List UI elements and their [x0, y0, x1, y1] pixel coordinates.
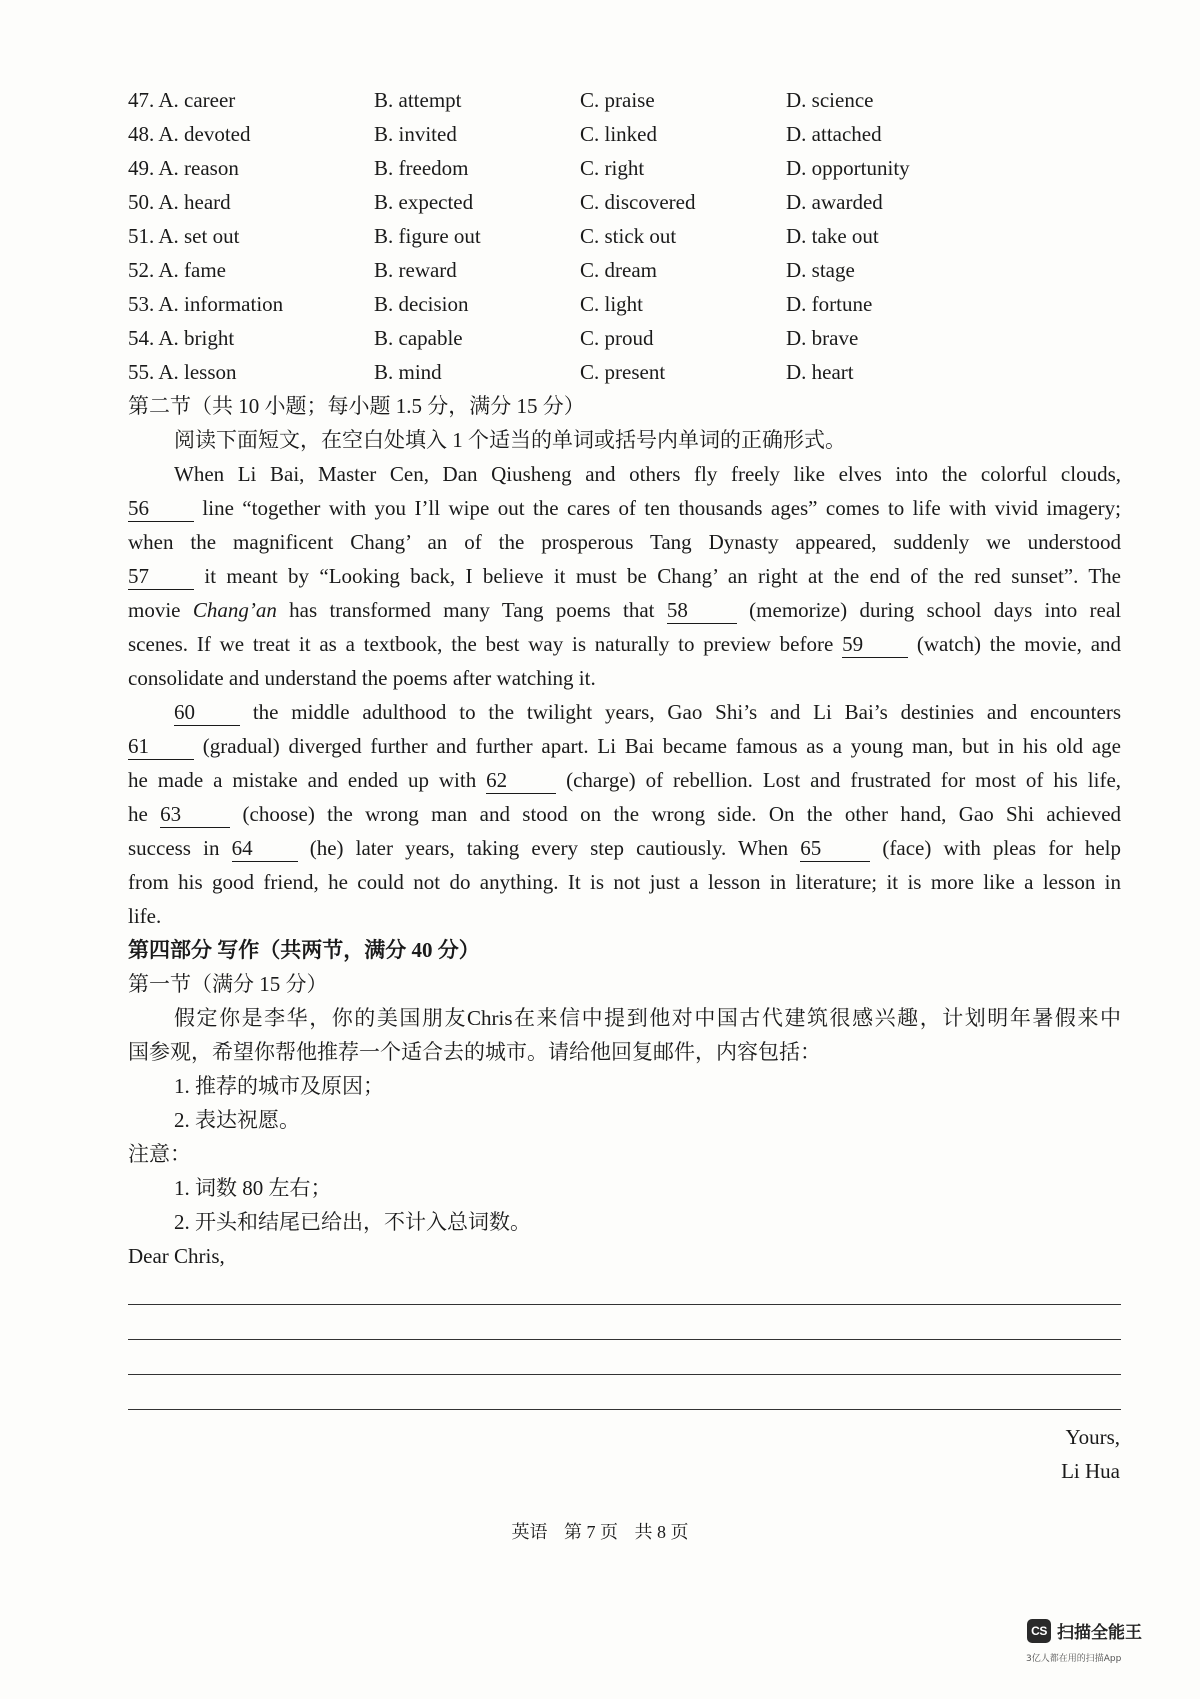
- option-b: B. invited: [374, 122, 457, 146]
- passage-line: from his good friend, he could not do anything. It is not just a lesson in literature; it is more like a lesson in: [128, 870, 1121, 894]
- blank-60[interactable]: 60: [174, 699, 240, 726]
- passage-line: scenes. If we treat it as a textbook, the best way is naturally to preview before 59 (watch) the movie, and: [128, 632, 1122, 656]
- writing-prompt: 国参观，希望你帮他推荐一个适合去的城市。请给他回复邮件，内容包括：: [128, 1040, 821, 1064]
- option-b: B. capable: [374, 326, 463, 350]
- passage-line: success in 64 (he) later years, taking every step cautiously. When 65 (face) with pleas for help: [128, 836, 1121, 860]
- option-a: 54. A. bright: [128, 326, 235, 350]
- option-d: D. take out: [786, 224, 879, 248]
- option-d: D. stage: [786, 258, 855, 282]
- option-c: C. proud: [580, 326, 654, 350]
- passage-line: 56 line “together with you I’ll wipe out the cares of ten thousands ages” comes to life with vivid imagery;: [128, 496, 1122, 520]
- option-row-51: [0, 219, 1200, 253]
- blank-56[interactable]: 56: [128, 495, 194, 522]
- option-b: B. decision: [374, 292, 469, 316]
- note-item: 1. 词数 80 左右；: [174, 1176, 332, 1200]
- option-row-50: [0, 185, 1200, 219]
- passage-line: 60 the middle adulthood to the twilight years, Gao Shi’s and Li Bai’s destinies and encounters: [174, 700, 1122, 724]
- blank-65[interactable]: 65: [800, 835, 870, 862]
- option-c: C. praise: [580, 88, 655, 112]
- footer-subject: 英语: [511, 1522, 548, 1542]
- option-c: C. stick out: [580, 224, 677, 248]
- letter-signature: Li Hua: [1061, 1459, 1120, 1483]
- option-row-55: [0, 355, 1200, 389]
- passage-line: when the magnificent Chang’ an of the prosperous Tang Dynasty appeared, suddenly we understood: [128, 530, 1121, 554]
- watermark-tagline: 3亿人都在用的扫描App: [1026, 1654, 1122, 1664]
- passage-line: 61 (gradual) diverged further and further apart. Li Bai became famous as a young man, but in his old age: [128, 734, 1121, 758]
- option-c: C. present: [580, 360, 666, 384]
- writing-prompt: 假定你是李华，你的美国朋友Chris在来信中提到他对中国古代建筑很感兴趣，计划明年暑假来中: [174, 1006, 1121, 1030]
- option-a: 53. A. information: [128, 292, 284, 316]
- option-row-54: [0, 321, 1200, 355]
- letter-greeting: Dear Chris,: [128, 1244, 225, 1268]
- option-a: 52. A. fame: [128, 258, 226, 282]
- passage-line: consolidate and understand the poems after watching it.: [128, 666, 596, 690]
- option-row-53: [0, 287, 1200, 321]
- page-footer: [0, 1518, 1200, 1544]
- writing-line[interactable]: [128, 1339, 1121, 1340]
- option-b: B. freedom: [374, 156, 469, 180]
- option-d: D. brave: [786, 326, 859, 350]
- writing-line[interactable]: [128, 1374, 1121, 1375]
- option-c: C. dream: [580, 258, 657, 282]
- footer-total: 共 8 页: [634, 1522, 689, 1542]
- watermark-name: 扫描全能王: [1057, 1623, 1142, 1643]
- option-b: B. attempt: [374, 88, 462, 112]
- letter-closing: Yours,: [1065, 1425, 1120, 1449]
- blank-57[interactable]: 57: [128, 563, 194, 590]
- blank-64[interactable]: 64: [232, 835, 298, 862]
- option-row-48: [0, 117, 1200, 151]
- option-a: 50. A. heard: [128, 190, 231, 214]
- option-a: 49. A. reason: [128, 156, 239, 180]
- blank-63[interactable]: 63: [160, 801, 230, 828]
- option-a: 47. A. career: [128, 88, 236, 112]
- cs-logo-icon: CS: [1027, 1619, 1051, 1643]
- footer-page: 第 7 页: [564, 1522, 618, 1542]
- option-d: D. fortune: [786, 292, 873, 316]
- option-row-47: [0, 83, 1200, 117]
- option-a: 48. A. devoted: [128, 122, 251, 146]
- blank-61[interactable]: 61: [128, 733, 194, 760]
- requirement-item: 1. 推荐的城市及原因；: [174, 1074, 384, 1098]
- section-heading: 第二节（共 10 小题；每小题 1.5 分，满分 15 分）: [128, 394, 585, 418]
- section-subheading: 第一节（满分 15 分）: [128, 972, 328, 996]
- option-c: C. discovered: [580, 190, 696, 214]
- blank-62[interactable]: 62: [486, 767, 556, 794]
- option-d: D. science: [786, 88, 874, 112]
- blank-59[interactable]: 59: [842, 631, 908, 658]
- option-b: B. figure out: [374, 224, 481, 248]
- passage-line: life.: [128, 904, 162, 928]
- section-instruction: 阅读下面短文，在空白处填入 1 个适当的单词或括号内单词的正确形式。: [174, 428, 846, 452]
- blank-58[interactable]: 58: [667, 597, 737, 624]
- option-c: C. linked: [580, 122, 657, 146]
- passage-line: When Li Bai, Master Cen, Dan Qiusheng and others fly freely like elves into the colorful clouds,: [174, 462, 1121, 486]
- option-row-52: [0, 253, 1200, 287]
- option-d: D. heart: [786, 360, 854, 384]
- option-row-49: [0, 151, 1200, 185]
- part-heading: 第四部分 写作（共两节，满分 40 分）: [128, 938, 480, 962]
- option-c: C. right: [580, 156, 645, 180]
- option-d: D. awarded: [786, 190, 883, 214]
- passage-line: he made a mistake and ended up with 62 (charge) of rebellion. Lost and frustrated for most of his life,: [128, 768, 1122, 792]
- passage-line: 57 it meant by “Looking back, I believe it must be Chang’ an right at the end of the red sunset”. The: [128, 564, 1121, 588]
- passage-line: movie Chang’an has transformed many Tang poems that 58 (memorize) during school days into real: [128, 598, 1122, 622]
- writing-line[interactable]: [128, 1304, 1121, 1305]
- option-d: D. attached: [786, 122, 882, 146]
- option-d: D. opportunity: [786, 156, 910, 180]
- passage-line: he 63 (choose) the wrong man and stood on the wrong side. On the other hand, Gao Shi achieved: [128, 802, 1122, 826]
- scanner-watermark: [1027, 1618, 1142, 1643]
- option-b: B. mind: [374, 360, 442, 384]
- requirement-item: 2. 表达祝愿。: [174, 1108, 300, 1132]
- option-a: 55. A. lesson: [128, 360, 237, 384]
- option-b: B. reward: [374, 258, 457, 282]
- option-c: C. light: [580, 292, 644, 316]
- writing-line[interactable]: [128, 1409, 1121, 1410]
- movie-title: Chang’an: [192, 598, 277, 622]
- option-a: 51. A. set out: [128, 224, 240, 248]
- note-item: 2. 开头和结尾已给出，不计入总词数。: [174, 1210, 531, 1234]
- option-b: B. expected: [374, 190, 474, 214]
- note-label: 注意：: [128, 1142, 191, 1166]
